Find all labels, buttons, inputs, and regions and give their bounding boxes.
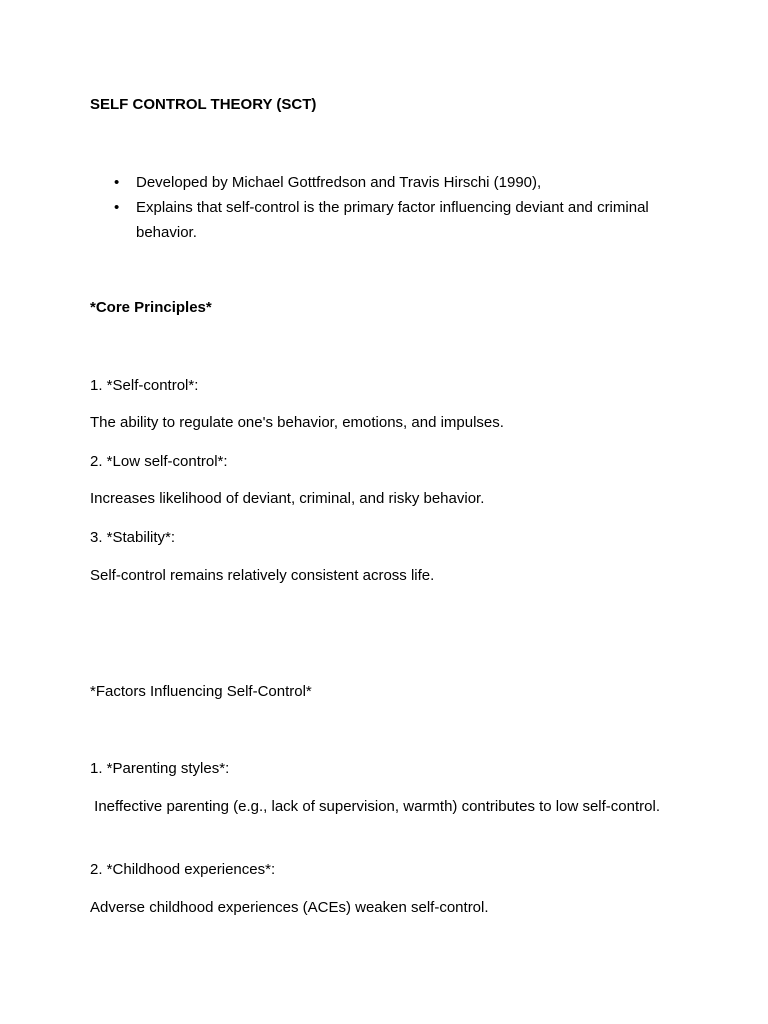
- bullet-icon: •: [114, 199, 120, 216]
- document-title: SELF CONTROL THEORY (SCT): [90, 96, 317, 113]
- principle-label: 1. *Self-control*:: [90, 377, 199, 394]
- factor-text: Ineffective parenting (e.g., lack of supervision, warmth) contributes to low self-control.: [90, 798, 660, 815]
- factor-label: 2. *Childhood experiences*:: [90, 861, 276, 878]
- bullet-text: Explains that self-control is the primary factor influencing deviant and criminal behavior.: [136, 199, 649, 241]
- list-item: [110, 170, 670, 195]
- bullet-icon: •: [114, 174, 120, 191]
- principle-text: Self-control remains relatively consistent across life.: [90, 567, 435, 584]
- list-item: [110, 195, 670, 245]
- intro-bullet-list: [110, 170, 670, 245]
- factor-text: Adverse childhood experiences (ACEs) weaken self-control.: [90, 899, 489, 916]
- principle-label: 3. *Stability*:: [90, 529, 176, 546]
- principle-text: Increases likelihood of deviant, criminal, and risky behavior.: [90, 490, 485, 507]
- principle-text: The ability to regulate one's behavior, emotions, and impulses.: [90, 414, 504, 431]
- core-principles-heading: *Core Principles*: [90, 299, 212, 316]
- principle-label: 2. *Low self-control*:: [90, 453, 228, 470]
- factors-heading: *Factors Influencing Self-Control*: [90, 683, 312, 700]
- bullet-text: Developed by Michael Gottfredson and Travis Hirschi (1990),: [136, 174, 542, 191]
- factor-label: 1. *Parenting styles*:: [90, 760, 230, 777]
